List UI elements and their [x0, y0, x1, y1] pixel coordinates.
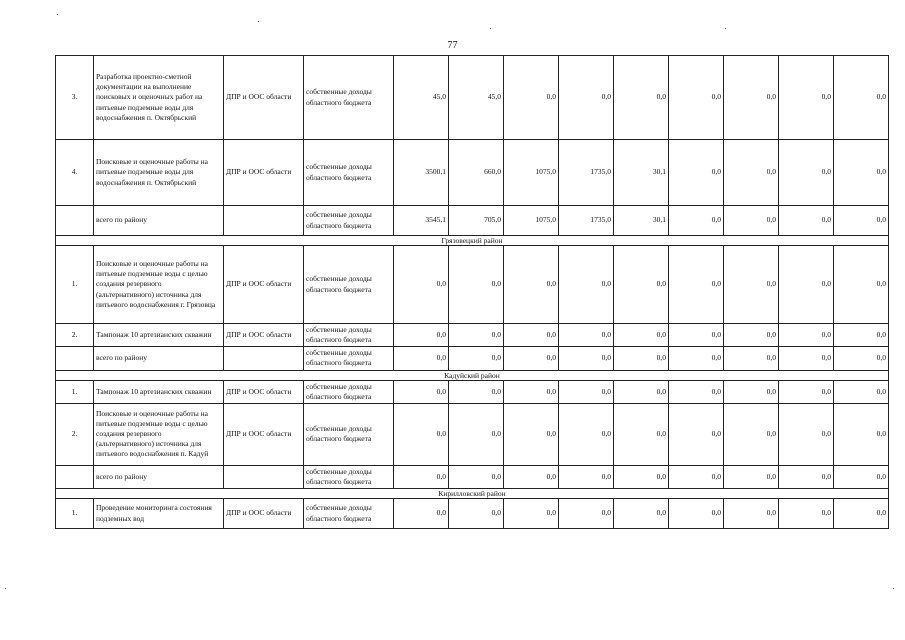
activity-name: Поисковые и оценочные работы на питьевые подземные воды для водоснабжения п. Октябрьский — [94, 140, 224, 206]
amount-cell: 0,0 — [449, 499, 504, 529]
amount-cell: 0,0 — [614, 347, 669, 370]
amount-cell: 0,0 — [394, 380, 449, 403]
funding-source: собственные доходы областного бюджета — [304, 465, 394, 488]
funding-source: собственные доходы областного бюджета — [304, 324, 394, 347]
amount-cell: 0,0 — [669, 324, 724, 347]
amount-cell: 0,0 — [834, 499, 889, 529]
activity-name: всего по району — [94, 347, 224, 370]
executor: ДПР и ООС области — [224, 56, 304, 140]
amount-cell: 0,0 — [504, 403, 559, 465]
amount-cell: 0,0 — [559, 499, 614, 529]
funding-source: собственные доходы областного бюджета — [304, 499, 394, 529]
amount-cell: 0,0 — [394, 347, 449, 370]
amount-cell: 0,0 — [394, 465, 449, 488]
amount-cell: 0,0 — [504, 324, 559, 347]
amount-cell: 0,0 — [449, 380, 504, 403]
amount-cell: 0,0 — [559, 324, 614, 347]
amount-cell: 0,0 — [834, 465, 889, 488]
activity-name: всего по району — [94, 206, 224, 236]
amount-cell: 0,0 — [394, 499, 449, 529]
amount-cell: 0,0 — [449, 324, 504, 347]
funding-source: собственные доходы областного бюджета — [304, 56, 394, 140]
table-row — [56, 56, 889, 140]
row-number: 2. — [56, 403, 94, 465]
amount-cell: 0,0 — [669, 403, 724, 465]
executor: ДПР и ООС области — [224, 380, 304, 403]
table-row — [56, 140, 889, 206]
amount-cell: 0,0 — [394, 324, 449, 347]
amount-cell: 3500,1 — [394, 140, 449, 206]
funding-source: собственные доходы областного бюджета — [304, 380, 394, 403]
amount-cell: 0,0 — [779, 206, 834, 236]
row-number — [56, 347, 94, 370]
executor: ДПР и ООС области — [224, 324, 304, 347]
amount-cell: 0,0 — [559, 246, 614, 324]
amount-cell: 0,0 — [669, 206, 724, 236]
amount-cell: 0,0 — [724, 246, 779, 324]
row-number: 2. — [56, 324, 94, 347]
amount-cell: 45,0 — [394, 56, 449, 140]
amount-cell: 1735,0 — [559, 140, 614, 206]
funding-source: собственные доходы областного бюджета — [304, 347, 394, 370]
amount-cell: 0,0 — [834, 403, 889, 465]
amount-cell: 30,1 — [614, 140, 669, 206]
amount-cell: 0,0 — [779, 380, 834, 403]
amount-cell: 0,0 — [834, 324, 889, 347]
amount-cell: 0,0 — [669, 347, 724, 370]
amount-cell: 0,0 — [614, 246, 669, 324]
amount-cell: 0,0 — [504, 246, 559, 324]
amount-cell: 1075,0 — [504, 140, 559, 206]
amount-cell: 0,0 — [724, 56, 779, 140]
amount-cell: 0,0 — [449, 403, 504, 465]
amount-cell: 0,0 — [779, 246, 834, 324]
amount-cell: 0,0 — [779, 465, 834, 488]
amount-cell: 0,0 — [834, 206, 889, 236]
amount-cell: 660,0 — [449, 140, 504, 206]
row-number: 4. — [56, 140, 94, 206]
amount-cell: 0,0 — [614, 499, 669, 529]
funding-source: собственные доходы областного бюджета — [304, 140, 394, 206]
amount-cell: 0,0 — [559, 380, 614, 403]
district-total-row — [56, 347, 889, 370]
executor: ДПР и ООС области — [224, 246, 304, 324]
amount-cell: 0,0 — [559, 347, 614, 370]
amount-cell: 45,0 — [449, 56, 504, 140]
amount-cell: 3545,1 — [394, 206, 449, 236]
amount-cell: 0,0 — [834, 347, 889, 370]
district-name: Кирилловский район — [56, 489, 889, 499]
amount-cell: 0,0 — [834, 246, 889, 324]
amount-cell: 0,0 — [669, 499, 724, 529]
row-number: 1. — [56, 499, 94, 529]
amount-cell: 0,0 — [614, 56, 669, 140]
row-number: 3. — [56, 56, 94, 140]
row-number: 1. — [56, 380, 94, 403]
activity-name: Тампонаж 10 артезианских скважин — [94, 380, 224, 403]
amount-cell: 0,0 — [834, 56, 889, 140]
funding-source: собственные доходы областного бюджета — [304, 403, 394, 465]
amount-cell: 0,0 — [779, 140, 834, 206]
funding-source: собственные доходы областного бюджета — [304, 206, 394, 236]
amount-cell: 0,0 — [559, 403, 614, 465]
amount-cell: 0,0 — [724, 403, 779, 465]
activity-name: Поисковые и оценочные работы на питьевые подземные воды с целью создания резервного (альтернативного) источника для питьевого водоснабжения п. Кадуй — [94, 403, 224, 465]
amount-cell: 30,1 — [614, 206, 669, 236]
amount-cell: 0,0 — [614, 465, 669, 488]
amount-cell: 0,0 — [779, 403, 834, 465]
amount-cell: 0,0 — [779, 56, 834, 140]
page-number: 77 — [447, 40, 458, 51]
activity-name: Тампонаж 10 артезианских скважин — [94, 324, 224, 347]
district-name: Грязовецкий район — [56, 236, 889, 246]
activity-name: всего по району — [94, 465, 224, 488]
amount-cell: 0,0 — [724, 465, 779, 488]
amount-cell: 0,0 — [559, 465, 614, 488]
amount-cell: 0,0 — [504, 380, 559, 403]
executor — [224, 347, 304, 370]
amount-cell: 0,0 — [559, 56, 614, 140]
table-row — [56, 324, 889, 347]
amount-cell: 0,0 — [504, 499, 559, 529]
amount-cell: 0,0 — [669, 56, 724, 140]
amount-cell: 0,0 — [504, 465, 559, 488]
activity-name: Разработка проектно-сметной документации на выполнение поисковых и оценочных работ на питьевые подземные воды для водоснабжения п. Октябрьский — [94, 56, 224, 140]
activity-name: Поисковые и оценочные работы на питьевые подземные воды с целью создания резервного (альтернативного) источника для питьевого водоснабжения г. Грязовца — [94, 246, 224, 324]
amount-cell: 0,0 — [724, 380, 779, 403]
executor: ДПР и ООС области — [224, 403, 304, 465]
amount-cell: 0,0 — [449, 347, 504, 370]
executor: ДПР и ООС области — [224, 140, 304, 206]
amount-cell: 0,0 — [834, 380, 889, 403]
executor — [224, 206, 304, 236]
table-row — [56, 499, 889, 529]
amount-cell: 0,0 — [724, 206, 779, 236]
table-row — [56, 246, 889, 324]
amount-cell: 0,0 — [669, 246, 724, 324]
row-number: 1. — [56, 246, 94, 324]
amount-cell: 0,0 — [779, 324, 834, 347]
district-header-row — [56, 370, 889, 380]
amount-cell: 0,0 — [504, 347, 559, 370]
amount-cell: 0,0 — [669, 140, 724, 206]
amount-cell: 1075,0 — [504, 206, 559, 236]
district-header-row — [56, 236, 889, 246]
district-total-row — [56, 465, 889, 488]
amount-cell: 0,0 — [449, 246, 504, 324]
executor: ДПР и ООС области — [224, 499, 304, 529]
amount-cell: 0,0 — [449, 465, 504, 488]
amount-cell: 0,0 — [504, 56, 559, 140]
amount-cell: 1735,0 — [559, 206, 614, 236]
table-row — [56, 403, 889, 465]
amount-cell: 0,0 — [724, 140, 779, 206]
amount-cell: 0,0 — [394, 246, 449, 324]
amount-cell: 0,0 — [724, 324, 779, 347]
amount-cell: 0,0 — [724, 499, 779, 529]
amount-cell: 0,0 — [394, 403, 449, 465]
funding-source: собственные доходы областного бюджета — [304, 246, 394, 324]
executor — [224, 465, 304, 488]
row-number — [56, 206, 94, 236]
district-total-row — [56, 206, 889, 236]
activity-name: Проведение мониторинга состояния подземных вод — [94, 499, 224, 529]
amount-cell: 0,0 — [834, 140, 889, 206]
amount-cell: 0,0 — [669, 465, 724, 488]
row-number — [56, 465, 94, 488]
budget-table — [55, 55, 889, 529]
amount-cell: 0,0 — [779, 347, 834, 370]
table-row — [56, 380, 889, 403]
amount-cell: 0,0 — [724, 347, 779, 370]
district-header-row — [56, 489, 889, 499]
district-name: Кадуйский район — [56, 370, 889, 380]
amount-cell: 705,0 — [449, 206, 504, 236]
amount-cell: 0,0 — [614, 324, 669, 347]
amount-cell: 0,0 — [614, 403, 669, 465]
amount-cell: 0,0 — [669, 380, 724, 403]
amount-cell: 0,0 — [779, 499, 834, 529]
amount-cell: 0,0 — [614, 380, 669, 403]
